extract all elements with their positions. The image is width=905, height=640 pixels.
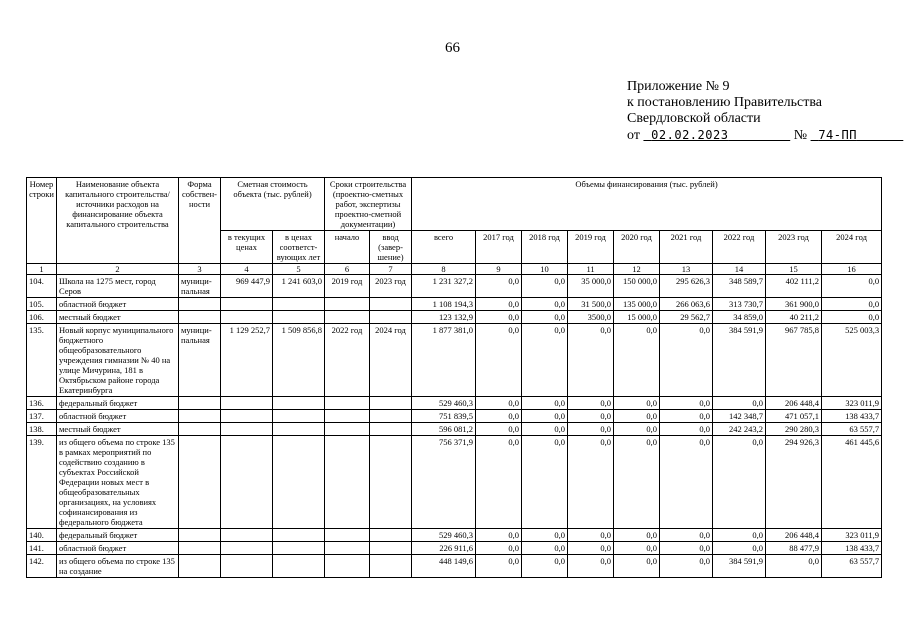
year-value-cell: 0,0 — [822, 311, 882, 324]
year-value-cell: 0,0 — [522, 542, 568, 555]
year-value-cell: 206 448,4 — [766, 529, 822, 542]
start-cell — [325, 397, 370, 410]
year-value-cell: 0,0 — [660, 324, 713, 397]
ownership-cell — [179, 410, 221, 423]
cost-prior-cell — [273, 410, 325, 423]
col-ownership: Форма собствен-ности — [179, 178, 221, 264]
year-value-cell: 0,0 — [614, 410, 660, 423]
row-number-cell: 104. — [27, 275, 57, 298]
table-row — [27, 275, 882, 298]
cost-prior-cell — [273, 311, 325, 324]
year-value-cell: 0,0 — [522, 397, 568, 410]
appendix-region: Свердловской области — [627, 111, 761, 126]
year-value-cell: 0,0 — [476, 555, 522, 578]
start-cell — [325, 298, 370, 311]
year-value-cell: 525 003,3 — [822, 324, 882, 397]
year-value-cell: 31 500,0 — [568, 298, 614, 311]
object-name-cell: Школа на 1275 мест, город Серов — [57, 275, 179, 298]
ownership-cell: муници-пальная — [179, 324, 221, 397]
cost-current-cell — [221, 423, 273, 436]
year-value-cell: 0,0 — [713, 529, 766, 542]
col-year: 2021 год — [660, 231, 713, 264]
cost-prior-cell — [273, 397, 325, 410]
col-index: 7 — [370, 264, 412, 275]
appendix-resolution: к постановлению Правительства — [627, 95, 823, 110]
table-row — [27, 542, 882, 555]
year-value-cell: 0,0 — [568, 529, 614, 542]
year-value-cell: 0,0 — [522, 555, 568, 578]
col-index: 16 — [822, 264, 882, 275]
resolution-date: 02.02.2023 — [651, 128, 729, 142]
cost-current-cell: 1 129 252,7 — [221, 324, 273, 397]
total-cell: 596 081,2 — [412, 423, 476, 436]
object-name-cell: областной бюджет — [57, 410, 179, 423]
year-value-cell: 461 445,6 — [822, 436, 882, 529]
year-value-cell: 0,0 — [568, 542, 614, 555]
year-value-cell: 40 211,2 — [766, 311, 822, 324]
col-year: 2024 год — [822, 231, 882, 264]
ownership-cell — [179, 397, 221, 410]
end-cell — [370, 311, 412, 324]
col-year: 2017 год — [476, 231, 522, 264]
year-value-cell: 384 591,9 — [713, 324, 766, 397]
row-number-cell: 141. — [27, 542, 57, 555]
col-year: 2022 год — [713, 231, 766, 264]
year-value-cell: 0,0 — [522, 410, 568, 423]
table-row — [27, 410, 882, 423]
year-value-cell: 3500,0 — [568, 311, 614, 324]
end-cell — [370, 555, 412, 578]
year-value-cell: 138 433,7 — [822, 410, 882, 423]
col-index: 12 — [614, 264, 660, 275]
start-cell — [325, 542, 370, 555]
end-cell: 2024 год — [370, 324, 412, 397]
ownership-cell — [179, 298, 221, 311]
year-value-cell: 0,0 — [660, 436, 713, 529]
ownership-cell — [179, 423, 221, 436]
total-cell: 751 839,5 — [412, 410, 476, 423]
year-value-cell: 0,0 — [476, 529, 522, 542]
start-cell — [325, 529, 370, 542]
end-cell — [370, 436, 412, 529]
ownership-cell — [179, 555, 221, 578]
col-index: 15 — [766, 264, 822, 275]
year-value-cell: 150 000,0 — [614, 275, 660, 298]
year-value-cell: 323 011,9 — [822, 529, 882, 542]
col-total: всего — [412, 231, 476, 264]
table-row — [27, 529, 882, 542]
row-number-cell: 136. — [27, 397, 57, 410]
year-value-cell: 34 859,0 — [713, 311, 766, 324]
col-index: 1 — [27, 264, 57, 275]
column-index-row — [27, 264, 882, 275]
appendix-block — [627, 79, 903, 144]
year-value-cell: 0,0 — [614, 423, 660, 436]
year-value-cell: 0,0 — [476, 436, 522, 529]
cost-prior-cell — [273, 423, 325, 436]
end-cell: 2023 год — [370, 275, 412, 298]
year-value-cell: 402 111,2 — [766, 275, 822, 298]
year-value-cell: 0,0 — [568, 555, 614, 578]
year-value-cell: 63 557,7 — [822, 423, 882, 436]
year-value-cell: 29 562,7 — [660, 311, 713, 324]
object-name-cell: из общего объема по строке 135 в рамках мероприятий по содействию созданию в субъектах Российской Федерации новых мест в общеобразовательных организациях, на условиях софинансирования из федерального бюджета — [57, 436, 179, 529]
year-value-cell: 0,0 — [476, 397, 522, 410]
total-cell: 1 231 327,2 — [412, 275, 476, 298]
year-value-cell: 290 280,3 — [766, 423, 822, 436]
year-value-cell: 35 000,0 — [568, 275, 614, 298]
row-number-cell: 135. — [27, 324, 57, 397]
total-cell: 448 149,6 — [412, 555, 476, 578]
object-name-cell: областной бюджет — [57, 542, 179, 555]
total-cell: 1 877 381,0 — [412, 324, 476, 397]
total-cell: 529 460,3 — [412, 529, 476, 542]
ownership-cell — [179, 436, 221, 529]
col-index: 3 — [179, 264, 221, 275]
cost-current-cell — [221, 436, 273, 529]
year-value-cell: 0,0 — [713, 397, 766, 410]
appendix-title: Приложение № 9 — [627, 79, 730, 94]
resolution-number: 74-ПП — [818, 128, 857, 142]
year-value-cell: 0,0 — [660, 555, 713, 578]
year-value-cell: 0,0 — [614, 397, 660, 410]
col-year: 2019 год — [568, 231, 614, 264]
col-financing: Объемы финансирования (тыс. рублей) — [412, 178, 882, 231]
year-value-cell: 0,0 — [713, 542, 766, 555]
year-value-cell: 0,0 — [660, 410, 713, 423]
header-row-1 — [27, 178, 882, 231]
cost-prior-cell — [273, 542, 325, 555]
year-value-cell: 0,0 — [476, 410, 522, 423]
year-value-cell: 0,0 — [660, 529, 713, 542]
object-name-cell: Новый корпус муниципального бюджетного общеобразовательного учреждения гимназии № 40 на улице Мичурина, 181 в Октябрьском районе города Екатеринбурга — [57, 324, 179, 397]
object-name-cell: федеральный бюджет — [57, 397, 179, 410]
year-value-cell: 0,0 — [766, 555, 822, 578]
year-value-cell: 135 000,0 — [614, 298, 660, 311]
year-value-cell: 471 057,1 — [766, 410, 822, 423]
col-index: 13 — [660, 264, 713, 275]
row-number-cell: 138. — [27, 423, 57, 436]
cost-current-cell — [221, 298, 273, 311]
from-label: от — [627, 128, 640, 143]
end-cell — [370, 410, 412, 423]
object-name-cell: местный бюджет — [57, 311, 179, 324]
col-index: 9 — [476, 264, 522, 275]
cost-current-cell — [221, 542, 273, 555]
table-row — [27, 423, 882, 436]
end-cell — [370, 397, 412, 410]
ownership-cell — [179, 311, 221, 324]
cost-prior-cell: 1 241 603,0 — [273, 275, 325, 298]
year-value-cell: 0,0 — [522, 529, 568, 542]
financing-table — [26, 177, 882, 578]
cost-prior-cell: 1 509 856,8 — [273, 324, 325, 397]
end-cell — [370, 529, 412, 542]
col-index: 4 — [221, 264, 273, 275]
col-index: 8 — [412, 264, 476, 275]
year-value-cell: 0,0 — [476, 311, 522, 324]
year-value-cell: 0,0 — [568, 436, 614, 529]
col-index: 6 — [325, 264, 370, 275]
year-value-cell: 323 011,9 — [822, 397, 882, 410]
ownership-cell — [179, 529, 221, 542]
start-cell: 2019 год — [325, 275, 370, 298]
object-name-cell: из общего объема по строке 135 на создание — [57, 555, 179, 578]
year-value-cell: 361 900,0 — [766, 298, 822, 311]
cost-prior-cell — [273, 529, 325, 542]
cost-prior-cell — [273, 436, 325, 529]
year-value-cell: 0,0 — [476, 542, 522, 555]
year-value-cell: 0,0 — [713, 436, 766, 529]
table-row — [27, 436, 882, 529]
year-value-cell: 0,0 — [660, 423, 713, 436]
start-cell — [325, 423, 370, 436]
cost-current-cell — [221, 410, 273, 423]
row-number-cell: 140. — [27, 529, 57, 542]
year-value-cell: 294 926,3 — [766, 436, 822, 529]
col-end: ввод (завер-шение) — [370, 231, 412, 264]
col-index: 10 — [522, 264, 568, 275]
year-value-cell: 0,0 — [522, 311, 568, 324]
year-value-cell: 0,0 — [822, 298, 882, 311]
row-number-cell: 142. — [27, 555, 57, 578]
cost-current-cell: 969 447,9 — [221, 275, 273, 298]
total-cell: 1 108 194,3 — [412, 298, 476, 311]
year-value-cell: 0,0 — [522, 423, 568, 436]
year-value-cell: 0,0 — [476, 298, 522, 311]
year-value-cell: 88 477,9 — [766, 542, 822, 555]
appendix-date-line — [627, 127, 903, 144]
cost-current-cell — [221, 397, 273, 410]
year-value-cell: 0,0 — [614, 529, 660, 542]
cost-current-cell — [221, 555, 273, 578]
year-value-cell: 0,0 — [614, 542, 660, 555]
col-index: 11 — [568, 264, 614, 275]
year-value-cell: 0,0 — [476, 423, 522, 436]
year-value-cell: 266 063,6 — [660, 298, 713, 311]
year-value-cell: 0,0 — [522, 298, 568, 311]
col-start: начало — [325, 231, 370, 264]
cost-current-cell — [221, 311, 273, 324]
year-value-cell: 0,0 — [522, 436, 568, 529]
cost-prior-cell — [273, 298, 325, 311]
year-value-cell: 142 348,7 — [713, 410, 766, 423]
total-cell: 529 460,3 — [412, 397, 476, 410]
table-row — [27, 298, 882, 311]
year-value-cell: 0,0 — [614, 324, 660, 397]
year-value-cell: 384 591,9 — [713, 555, 766, 578]
start-cell: 2022 год — [325, 324, 370, 397]
year-value-cell: 295 626,3 — [660, 275, 713, 298]
total-cell: 756 371,9 — [412, 436, 476, 529]
object-name-cell: местный бюджет — [57, 423, 179, 436]
col-estimated-cost: Сметная стоимость объекта (тыс. рублей) — [221, 178, 325, 231]
year-value-cell: 0,0 — [614, 555, 660, 578]
end-cell — [370, 423, 412, 436]
col-index: 2 — [57, 264, 179, 275]
start-cell — [325, 311, 370, 324]
year-value-cell: 348 589,7 — [713, 275, 766, 298]
col-cost-current: в текущих ценах — [221, 231, 273, 264]
total-cell: 226 911,6 — [412, 542, 476, 555]
object-name-cell: федеральный бюджет — [57, 529, 179, 542]
year-value-cell: 0,0 — [822, 275, 882, 298]
table-row — [27, 555, 882, 578]
table-row — [27, 311, 882, 324]
col-year: 2023 год — [766, 231, 822, 264]
col-construction-terms: Сроки строительства (проектно-сметных работ, экспертизы проектно-сметной документации) — [325, 178, 412, 231]
cost-current-cell — [221, 529, 273, 542]
page-number: 66 — [445, 40, 460, 56]
row-number-cell: 105. — [27, 298, 57, 311]
year-value-cell: 313 730,7 — [713, 298, 766, 311]
year-value-cell: 0,0 — [568, 324, 614, 397]
year-value-cell: 0,0 — [614, 436, 660, 529]
row-number-cell: 106. — [27, 311, 57, 324]
year-value-cell: 242 243,2 — [713, 423, 766, 436]
col-row-number: Номер строки — [27, 178, 57, 264]
year-value-cell: 206 448,4 — [766, 397, 822, 410]
end-cell — [370, 542, 412, 555]
ownership-cell — [179, 542, 221, 555]
col-year: 2018 год — [522, 231, 568, 264]
col-index: 5 — [273, 264, 325, 275]
year-value-cell: 0,0 — [568, 410, 614, 423]
year-value-cell: 0,0 — [660, 397, 713, 410]
year-value-cell: 0,0 — [568, 397, 614, 410]
object-name-cell: областной бюджет — [57, 298, 179, 311]
table-row — [27, 324, 882, 397]
year-value-cell: 0,0 — [522, 324, 568, 397]
year-value-cell: 0,0 — [522, 275, 568, 298]
total-cell: 123 132,9 — [412, 311, 476, 324]
col-index: 14 — [713, 264, 766, 275]
row-number-cell: 137. — [27, 410, 57, 423]
table-row — [27, 397, 882, 410]
year-value-cell: 967 785,8 — [766, 324, 822, 397]
col-year: 2020 год — [614, 231, 660, 264]
number-label: № — [793, 128, 808, 143]
year-value-cell: 0,0 — [476, 324, 522, 397]
year-value-cell: 0,0 — [476, 275, 522, 298]
start-cell — [325, 410, 370, 423]
cost-prior-cell — [273, 555, 325, 578]
ownership-cell: муници-пальная — [179, 275, 221, 298]
year-value-cell: 138 433,7 — [822, 542, 882, 555]
year-value-cell: 15 000,0 — [614, 311, 660, 324]
row-number-cell: 139. — [27, 436, 57, 529]
start-cell — [325, 555, 370, 578]
col-object-name: Наименование объекта капитального строительства/источники расходов на финансирование объекта капитального строительства — [57, 178, 179, 264]
year-value-cell: 63 557,7 — [822, 555, 882, 578]
year-value-cell: 0,0 — [660, 542, 713, 555]
end-cell — [370, 298, 412, 311]
year-value-cell: 0,0 — [568, 423, 614, 436]
col-cost-prior: в ценах соответст-вующих лет — [273, 231, 325, 264]
start-cell — [325, 436, 370, 529]
